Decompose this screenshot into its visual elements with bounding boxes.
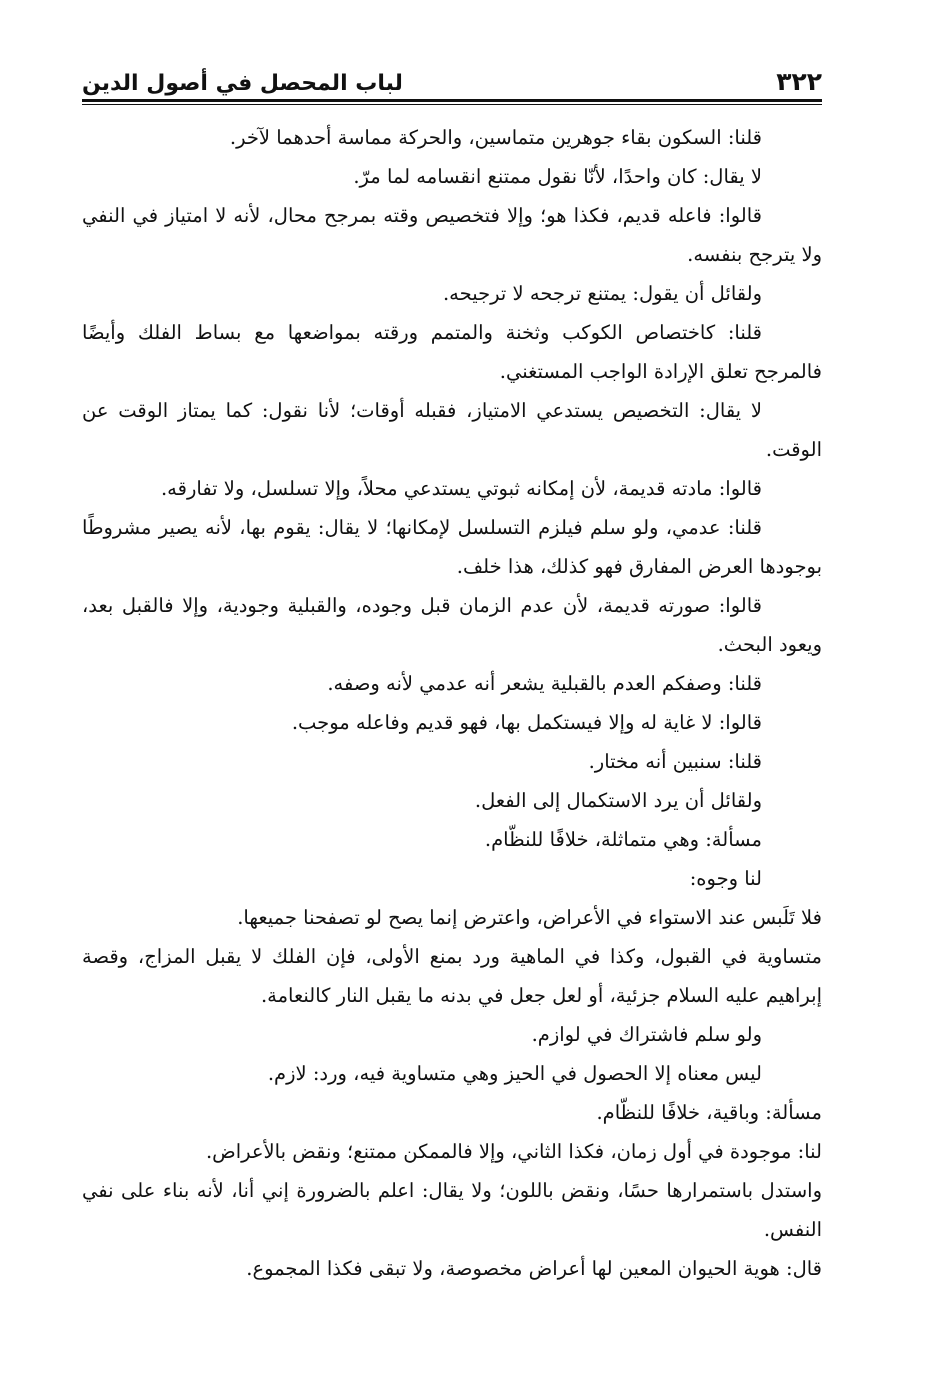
paragraph: ولقائل أن يرد الاستكمال إلى الفعل. [474, 789, 762, 812]
page-body [82, 118, 822, 1288]
paragraph: واستدل باستمرارها حسًا، ونقض باللون؛ ولا يقال: اعلم بالضرورة إني أنا، لأنه بناء على نفي النفس. [82, 1179, 822, 1241]
paragraph: قالوا: مادته قديمة، لأن إمكانه ثبوتي يستدعي محلاً، وإلا تسلسل، ولا تفارقه. [160, 477, 762, 500]
paragraph: ولو سلم فاشتراك في لوازم. [531, 1023, 762, 1046]
paragraph: فلا تَلَبس عند الاستواء في الأعراض، واعترض إنما يصح لو تصفحنا جميعها. [237, 906, 822, 929]
paragraph: قالوا: صورته قديمة، لأن عدم الزمان قبل وجوده، والقبلية وجودية، وإلا فالقبل بعد، ويعود البحث. [82, 594, 822, 656]
paragraph: قلنا: عدمي، ولو سلم فيلزم التسلسل لإمكانها؛ لا يقال: يقوم بها، لأنه يصير مشروطًا بوجودها العرض المفارق فهو كذلك، هذا خلف. [82, 516, 822, 578]
paragraph: متساوية في القبول، وكذا في الماهية ورد بمنع الأولى، فإن الفلك لا يقبل المزاج، وقصة إبراهيم عليه السلام جزئية، أو لعل جعل في بدنه ما يقبل النار كالنعامة. [82, 945, 822, 1007]
paragraph: قالوا: لا غاية له وإلا فيستكمل بها، فهو قديم وفاعله موجب. [291, 711, 762, 734]
paragraph: لنا: موجودة في أول زمان، فكذا الثاني، وإلا فالممكن ممتنع؛ ونقض بالأعراض. [205, 1140, 822, 1163]
paragraph: لا يقال: كان واحدًا، لأنّا نقول ممتنع انقسامه لما مرّ. [353, 165, 762, 188]
book-title: لباب المحصل في أصول الدين [82, 71, 403, 96]
paragraph: لا يقال: التخصيص يستدعي الامتياز، فقبله أوقات؛ لأنا نقول: كما يمتاز الوقت عن الوقت. [82, 399, 822, 461]
page-number: ٣٢٢ [776, 67, 822, 96]
paragraph: قلنا: سنبين أنه مختار. [588, 750, 762, 773]
paragraph: ليس معناه إلا الحصول في الحيز وهي متساوية فيه، ورد: لازم. [267, 1062, 762, 1085]
running-header [82, 60, 822, 96]
paragraph: قلنا: كاختصاص الكوكب وثخنة والمتمم ورقته بمواضعها مع بساط الفلك وأيضًا فالمرجح تعلق الإرادة الواجب المستغني. [82, 321, 822, 383]
paragraph: قال: هوية الحيوان المعين لها أعراض مخصوصة، ولا تبقى فكذا المجموع. [246, 1257, 822, 1280]
paragraph: قلنا: السكون بقاء جوهرين متماسين، والحركة مماسة أحدهما لآخر. [229, 126, 762, 149]
paragraph: مسألة: وباقية، خلافًا للنظّام. [596, 1101, 822, 1124]
paragraph: ولقائل أن يقول: يمتنع ترجحه لا ترجيحه. [442, 282, 762, 305]
paragraph: لنا وجوه: [689, 867, 762, 890]
paragraph: قالوا: فاعله قديم، فكذا هو؛ وإلا فتخصيص وقته بمرجح محال، لأنه لا امتياز في النفي ولا يترجح بنفسه. [82, 204, 822, 266]
paragraph: مسألة: وهي متماثلة، خلافًا للنظّام. [484, 828, 762, 851]
header-rule [82, 99, 822, 105]
paragraph: قلنا: وصفكم العدم بالقبلية يشعر أنه عدمي لأنه وصفه. [327, 672, 762, 695]
